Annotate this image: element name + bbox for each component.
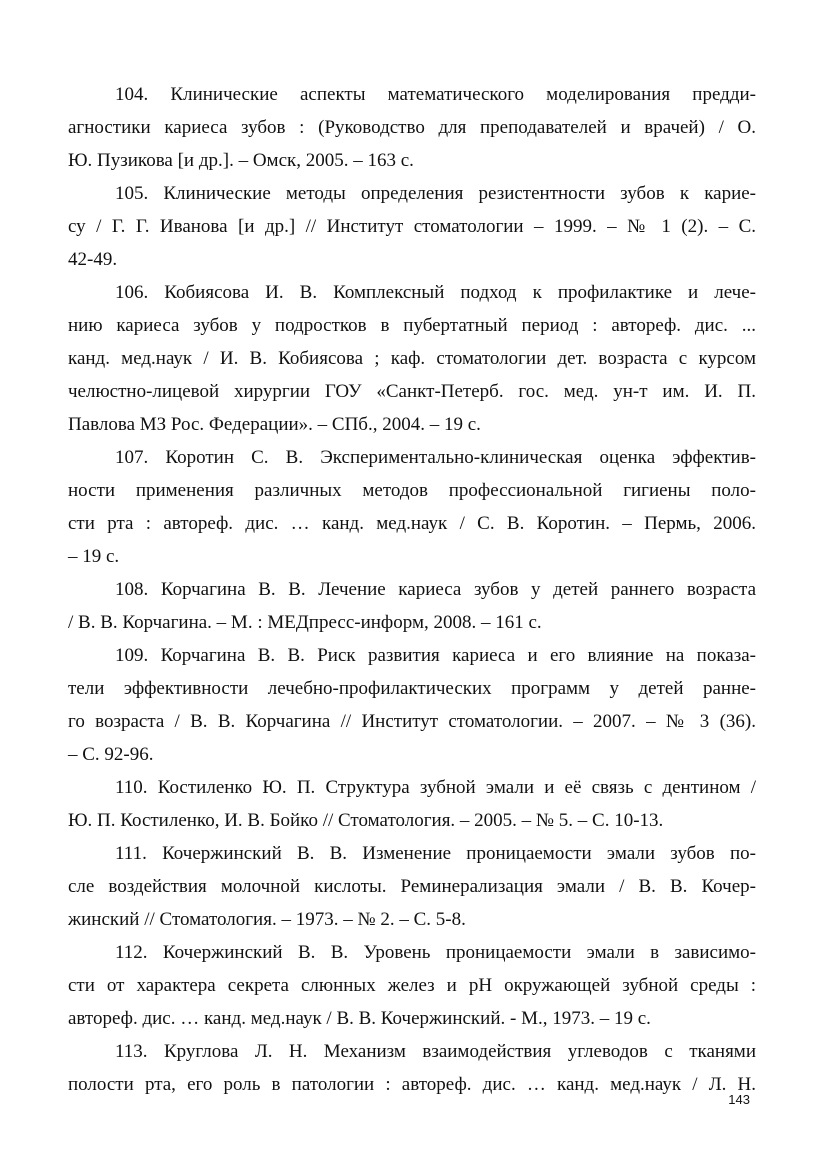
reference-line: Ю. Пузикова [и др.]. – Омск, 2005. – 163 с. — [68, 150, 414, 171]
reference-line: тели эффективности лечебно-профилактических программ у детей ранне- — [68, 678, 756, 699]
reference-entry-105 — [68, 177, 756, 276]
reference-line: 111. Кочержинский В. В. Изменение проницаемости эмали зубов по- — [115, 843, 756, 864]
reference-entry-112 — [68, 936, 756, 1035]
reference-entry-108 — [68, 573, 756, 639]
reference-line: челюстно-лицевой хирургии ГОУ «Санкт-Петерб. гос. мед. ун-т им. И. П. — [68, 381, 756, 402]
reference-line: 104. Клинические аспекты математического моделирования предди- — [115, 84, 756, 105]
reference-line: – С. 92-96. — [68, 744, 154, 765]
reference-entry-107 — [68, 441, 756, 573]
reference-line: – 19 с. — [68, 546, 120, 567]
reference-line: / В. В. Корчагина. – М. : МЕДпресс-информ, 2008. – 161 с. — [68, 612, 542, 633]
reference-entry-111 — [68, 837, 756, 936]
reference-entry-106 — [68, 276, 756, 441]
reference-line: 42-49. — [68, 249, 118, 270]
reference-entry-110 — [68, 771, 756, 837]
reference-line: 107. Коротин С. В. Экспериментально-клиническая оценка эффектив- — [115, 447, 756, 468]
reference-line: 108. Корчагина В. В. Лечение кариеса зубов у детей раннего возраста — [115, 579, 756, 600]
reference-line: 113. Круглова Л. Н. Механизм взаимодействия углеводов с тканями — [115, 1041, 756, 1062]
reference-line: Ю. П. Костиленко, И. В. Бойко // Стоматология. – 2005. – № 5. – С. 10-13. — [68, 810, 664, 831]
page-number: 143 — [728, 1092, 750, 1107]
reference-line: автореф. дис. … канд. мед.наук / В. В. Кочержинский. - М., 1973. – 19 с. — [68, 1008, 651, 1029]
reference-line: Павлова МЗ Рос. Федерации». – СПб., 2004. – 19 с. — [68, 414, 481, 435]
reference-line: сти от характера секрета слюнных желез и pH окружающей зубной среды : — [68, 975, 756, 996]
reference-line: 112. Кочержинский В. В. Уровень проницаемости эмали в зависимо- — [115, 942, 756, 963]
reference-line: ности применения различных методов профессиональной гигиены поло- — [68, 480, 756, 501]
reference-entry-113 — [68, 1035, 756, 1101]
reference-line: 106. Кобиясова И. В. Комплексный подход к профилактике и лече- — [115, 282, 756, 303]
reference-line: сти рта : автореф. дис. … канд. мед.наук / С. В. Коротин. – Пермь, 2006. — [68, 513, 756, 534]
reference-line: нию кариеса зубов у подростков в пубертатный период : автореф. дис. ... — [68, 315, 756, 336]
reference-line: го возраста / В. В. Корчагина // Институт стоматологии. – 2007. – № 3 (36). — [68, 711, 756, 732]
reference-entry-104 — [68, 78, 756, 177]
reference-line: су / Г. Г. Иванова [и др.] // Институт стоматологии – 1999. – № 1 (2). – С. — [68, 216, 756, 237]
reference-list — [68, 78, 756, 1101]
reference-line: 109. Корчагина В. В. Риск развития кариеса и его влияние на показа- — [115, 645, 756, 666]
reference-line: 105. Клинические методы определения резистентности зубов к карие- — [115, 183, 756, 204]
reference-line: канд. мед.наук / И. В. Кобиясова ; каф. стоматологии дет. возраста с курсом — [68, 348, 756, 369]
reference-line: 110. Костиленко Ю. П. Структура зубной эмали и её связь с дентином / — [115, 777, 756, 798]
reference-entry-109 — [68, 639, 756, 771]
reference-line: агностики кариеса зубов : (Руководство для преподавателей и врачей) / О. — [68, 117, 756, 138]
reference-line: полости рта, его роль в патологии : автореф. дис. … канд. мед.наук / Л. Н. — [68, 1074, 756, 1095]
reference-line: жинский // Стоматология. – 1973. – № 2. – С. 5-8. — [68, 909, 466, 930]
reference-line: сле воздействия молочной кислоты. Реминерализация эмали / В. В. Кочер- — [68, 876, 756, 897]
